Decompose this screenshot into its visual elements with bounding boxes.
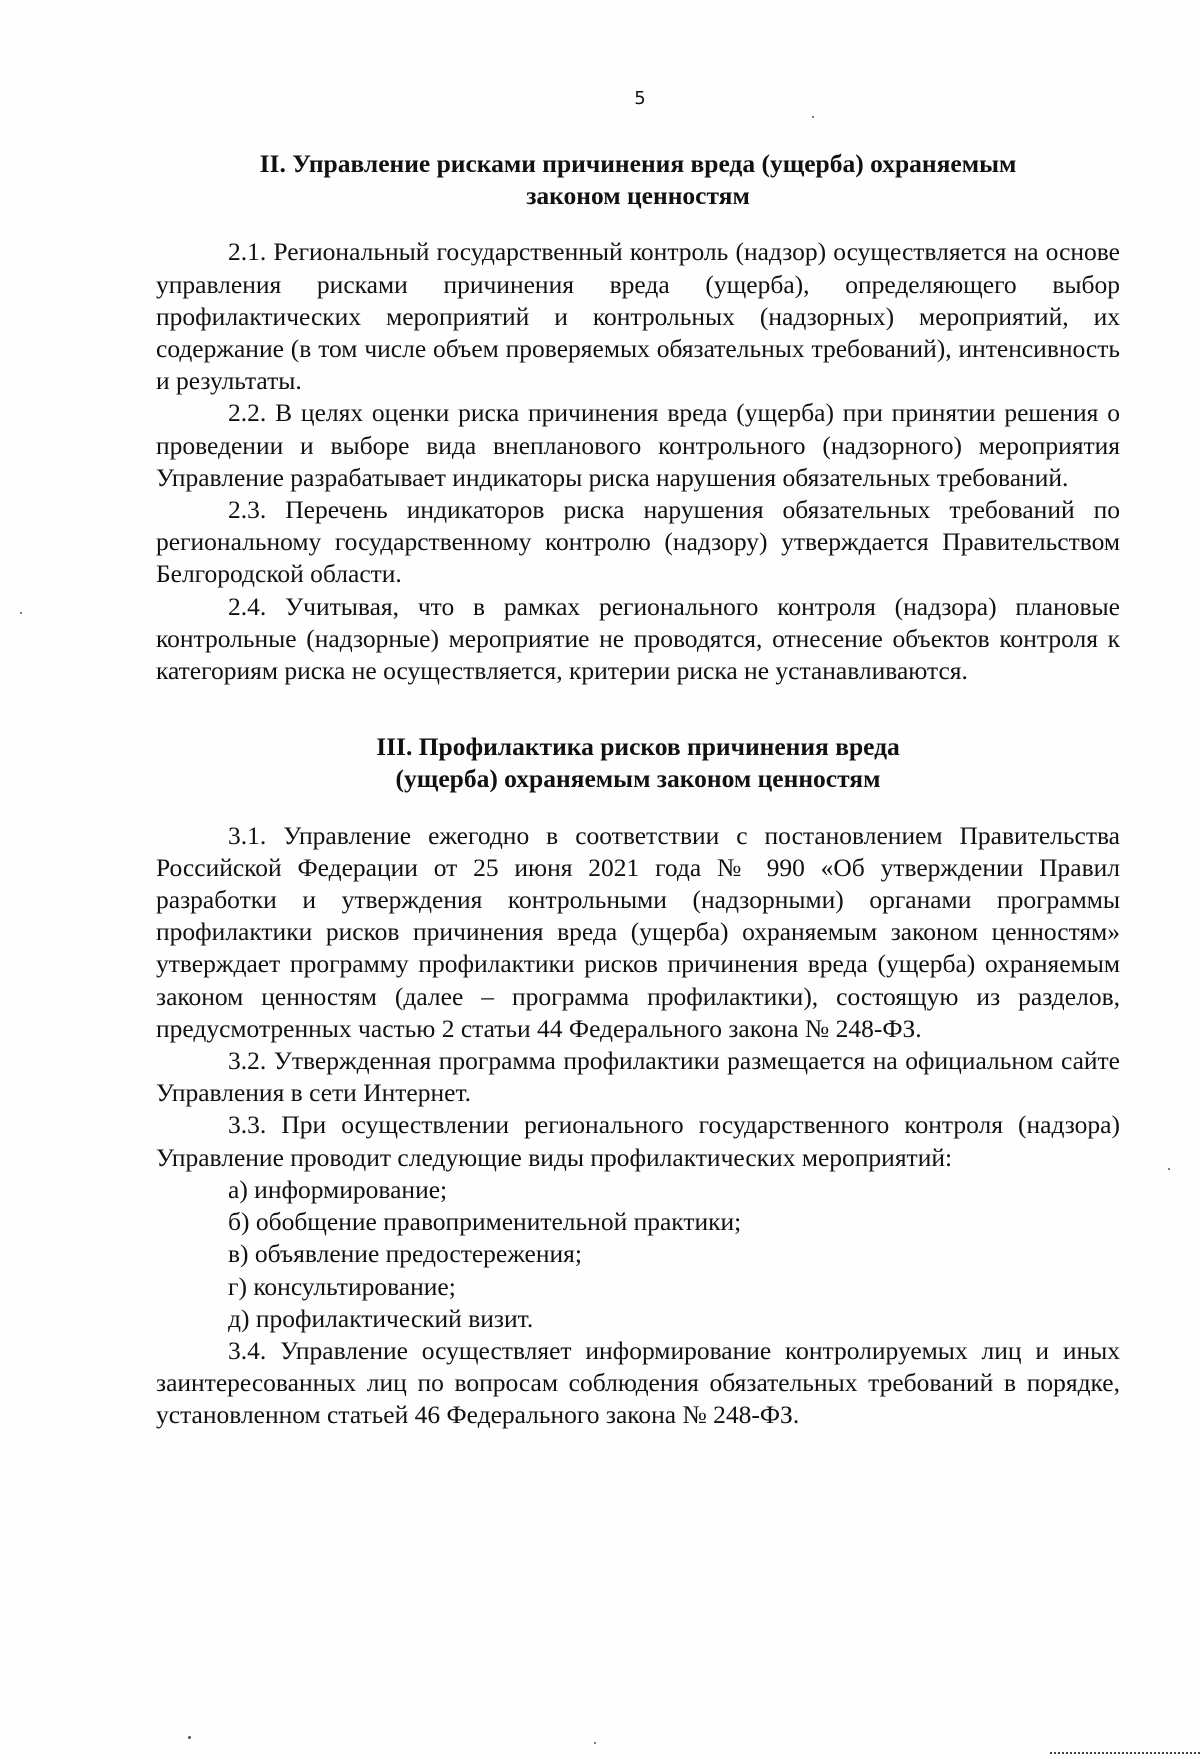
scan-speck: [594, 1742, 596, 1744]
list-item-v: в) объявление предостережения;: [228, 1239, 582, 1269]
list-item-g: г) консультирование;: [228, 1271, 456, 1301]
section-2-heading-line-1: II. Управление рисками причинения вреда (ущерба) охраняемым: [259, 149, 1017, 178]
paragraph-2-4: 2.4. Учитывая, что в рамках регионального контроля (надзора) плановые контрольные (надзорные) мероприятие не проводятся, отнесение объектов контроля к категориям риска не осуществляется, критерии риска не устанавливаются.: [156, 591, 1120, 686]
list-item-a: а) информирование;: [228, 1174, 448, 1204]
section-3-heading-line-2: (ущерба) охраняемым законом ценностям: [395, 764, 881, 794]
list-item-d: д) профилактический визит.: [228, 1303, 534, 1333]
paragraph-2-2: 2.2. В целях оценки риска причинения вреда (ущерба) при принятии решения о проведении и выборе вида внепланового контрольного (надзорного) мероприятия Управление разрабатывает индикаторы риска нарушения обязательных требований.: [156, 398, 1120, 492]
paragraph-2-3: 2.3. Перечень индикаторов риска нарушения обязательных требований по региональному государственному контролю (надзору) утверждается Правительством Белгородской области.: [156, 495, 1120, 589]
section-3-heading: [156, 731, 1120, 795]
section-3-heading-line-1: III. Профилактика рисков причинения вреда: [376, 732, 900, 762]
paragraph-2-1: 2.1. Региональный государственный контроль (надзор) осуществляется на основе управления рисками причинения вреда (ущерба), определяющего выбор профилактических мероприятий и контрольных (надзорных) мероприятий, их содержание (в том числе объем проверяемых обязательных требований), интенсивность и результаты.: [156, 237, 1120, 396]
scan-speck: [1168, 1168, 1170, 1170]
scan-speck: [20, 612, 22, 614]
scan-speck: [188, 1736, 191, 1739]
paragraph-3-3: 3.3. При осуществлении регионального государственного контроля (надзора) Управление проводит следующие виды профилактических мероприятий:: [156, 1110, 1120, 1172]
list-item-b: б) обобщение правоприменительной практики;: [228, 1207, 742, 1237]
scan-speck: [812, 116, 814, 118]
paragraph-3-4: 3.4. Управление осуществляет информирование контролируемых лиц и иных заинтересованных лиц по вопросам соблюдения обязательных требований в порядке, установленном статьей 46 Федерального закона № 248-ФЗ.: [156, 1335, 1120, 1430]
document-body: [156, 148, 1120, 1432]
section-2-heading-line-2: законом ценностям: [526, 181, 750, 211]
paragraph-3-1: 3.1. Управление ежегодно в соответствии с постановлением Правительства Российской Федерации от 25 июня 2021 года № 990 «Об утверждении Правил разработки и утверждения контрольными (надзорными) органами программы профилактики рисков причинения вреда (ущерба) охраняемым законом ценностям» утверждает программу профилактики рисков причинения вреда (ущерба) охраняемым законом ценностям (далее – программа профилактики), состоящую из разделов, предусмотренных частью 2 статьи 44 Федерального закона № 248-ФЗ.: [156, 820, 1120, 1043]
scan-edge-line: [1050, 1752, 1200, 1754]
page-number: 5: [634, 88, 646, 109]
section-2-heading: [156, 148, 1120, 212]
paragraph-3-2: 3.2. Утвержденная программа профилактики размещается на официальном сайте Управления в сети Интернет.: [156, 1046, 1120, 1108]
